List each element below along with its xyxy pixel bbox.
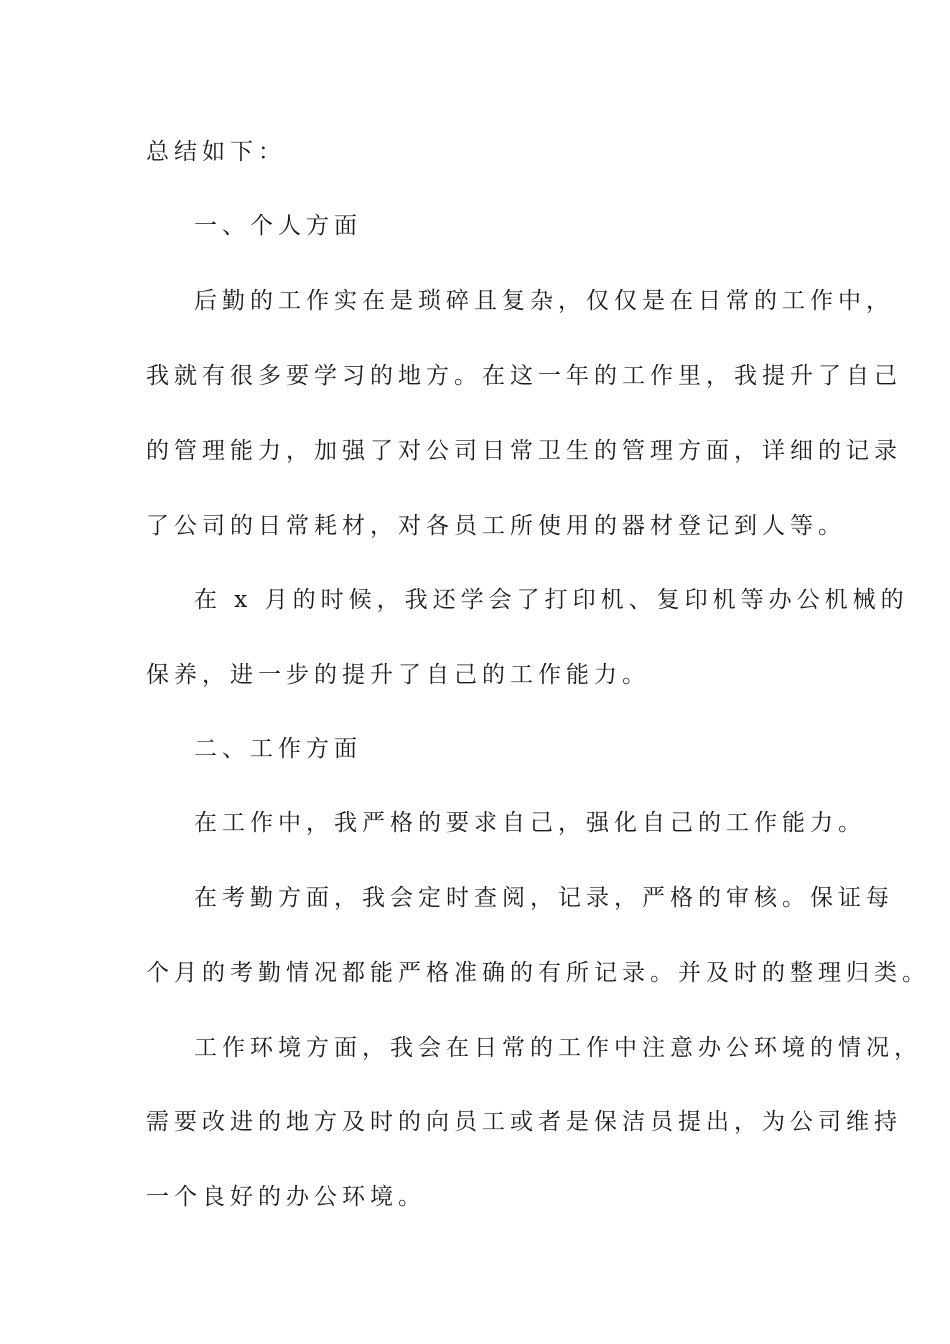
paragraph-line: 在工作中，我严格的要求自己，强化自己的工作能力。	[194, 810, 866, 836]
paragraph-line: 保养，进一步的提升了自己的工作能力。	[146, 662, 650, 688]
paragraph-line: 了公司的日常耗材，对各员工所使用的器材登记到人等。	[146, 513, 846, 539]
paragraph-line: 个月的考勤情况都能严格准确的有所记录。并及时的整理归类。	[146, 960, 930, 986]
paragraph-line: 在 x 月的时候，我还学会了打印机、复印机等办公机械的	[194, 587, 909, 613]
section-heading-personal: 一、个人方面	[194, 213, 362, 239]
paragraph-line: 需要改进的地方及时的向员工或者是保洁员提出，为公司维持	[146, 1109, 902, 1135]
paragraph-line: 一个良好的办公环境。	[146, 1184, 426, 1210]
paragraph-line: 工作环境方面，我会在日常的工作中注意办公环境的情况，	[194, 1035, 922, 1061]
paragraph-line: 的管理能力，加强了对公司日常卫生的管理方面，详细的记录	[146, 438, 902, 464]
paragraph-line: 后勤的工作实在是琐碎且复杂，仅仅是在日常的工作中，	[194, 288, 894, 314]
paragraph-line: 我就有很多要学习的地方。在这一年的工作里，我提升了自己	[146, 363, 902, 389]
section-heading-work: 二、工作方面	[194, 736, 362, 762]
paragraph-line: 在考勤方面，我会定时查阅，记录，严格的审核。保证每	[194, 885, 894, 911]
text-line-summary-intro: 总结如下：	[146, 139, 286, 165]
